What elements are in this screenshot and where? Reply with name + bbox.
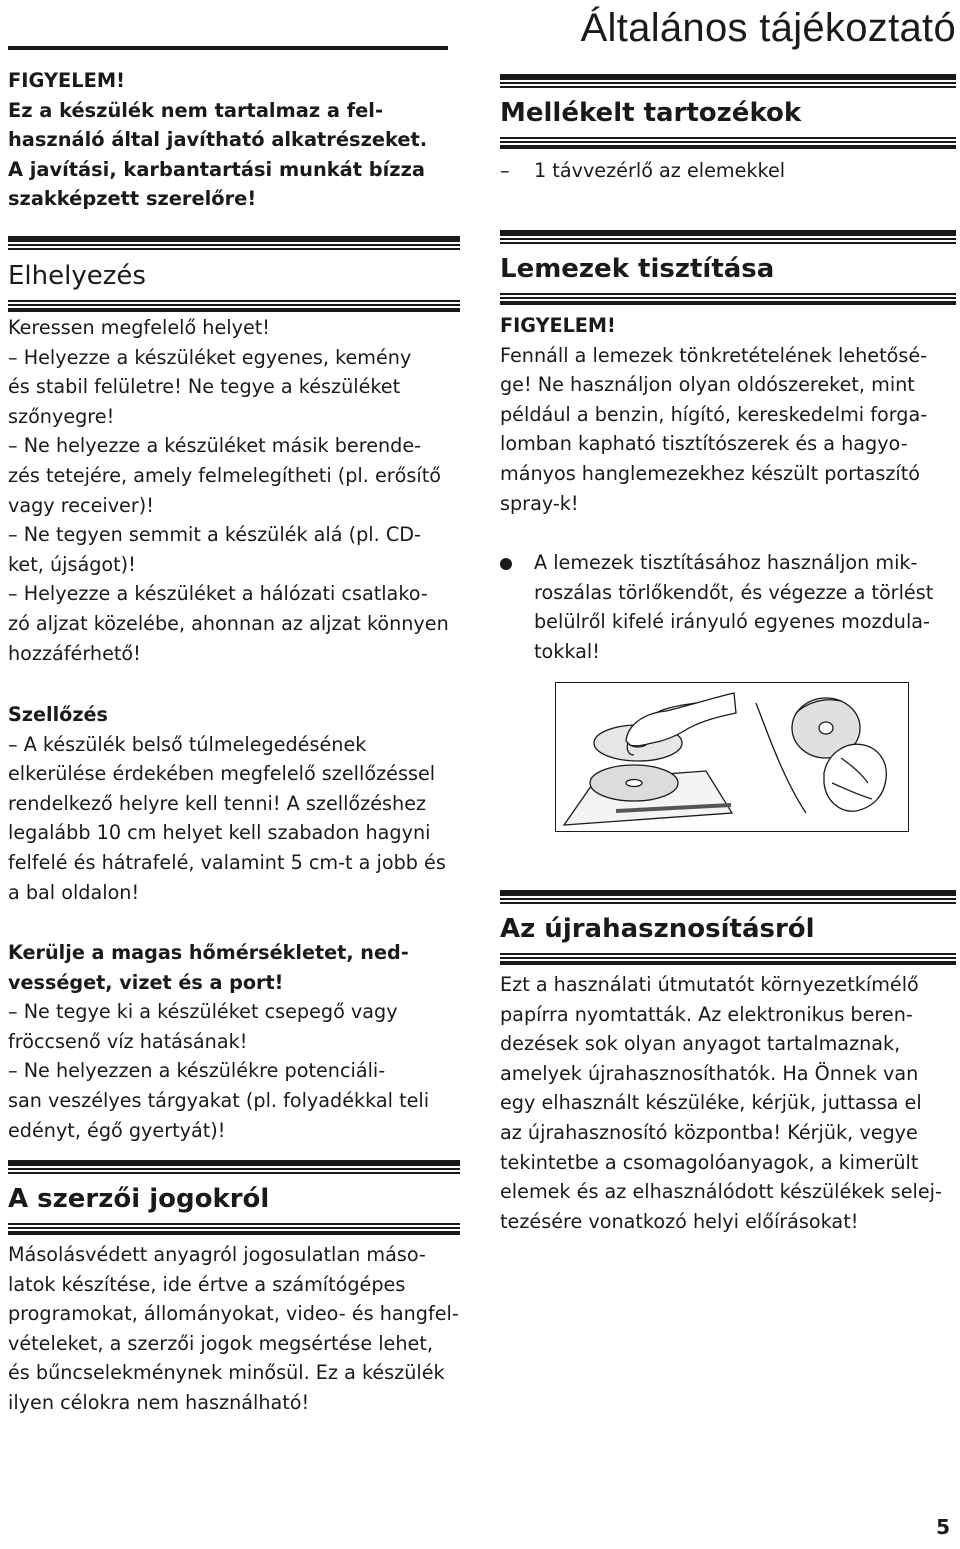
list-item-label: 1 távvezérlő az elemekkel [534, 159, 786, 182]
text-line: vagy receiver)! [8, 493, 154, 517]
text-line: Keressen megfelelő helyet! [8, 316, 270, 339]
header-rule-bottom [500, 953, 956, 965]
header-rule-bottom [500, 293, 956, 305]
header-rule-top [500, 890, 956, 906]
copyright-header [8, 1160, 460, 1235]
header-rule-top [500, 74, 956, 90]
text-line: – Ne tegye ki a készüléket csepegő vagy [8, 1000, 398, 1024]
text-line: és bűncselekménynek minősül. Ez a készülék [8, 1361, 445, 1385]
text-line: papírra nyomtatták. Az elektronikus beren- [500, 1002, 913, 1026]
bullet-text: A lemezek tisztításához használjon mik- [534, 551, 918, 574]
warning-line: használó által javítható alkatrészeket. [8, 128, 428, 152]
text-line: vételeket, a szerzői jogok megsértése lehet, [8, 1331, 433, 1355]
warning-block [8, 66, 458, 214]
text-line: rendelkező helyre kell tenni! A szellőzéshez [8, 791, 427, 815]
text-line: felfelé és hátrafelé, valamint 5 cm-t a jobb és [8, 850, 446, 874]
text-line: hozzáférhető! [8, 641, 141, 665]
bullet-line [500, 637, 956, 667]
title-rule [8, 46, 448, 50]
header-rule-top [500, 230, 956, 246]
avoid-section [8, 938, 460, 1145]
text-line: ilyen célokra nem használható! [8, 1390, 310, 1414]
text-line: például a benzin, hígító, kereskedelmi forga- [500, 402, 928, 426]
text-line: legalább 10 cm helyet kell szabadon hagyni [8, 821, 431, 845]
ventilation-section [8, 700, 460, 907]
text-line: mányos hanglemezekhez készült portaszító [500, 461, 920, 485]
bullet-text: belülről kifelé irányuló egyenes mozdula- [534, 610, 930, 634]
text-line: edényt, égő gyertyát)! [8, 1118, 226, 1142]
disc-cleaning-drawing [556, 683, 908, 831]
text-line: Fennáll a lemezek tönkretételének lehetősé- [500, 343, 928, 367]
text-line: programokat, állományokat, video- és hangfel- [8, 1302, 459, 1326]
warning-line: A javítási, karbantartási munkát bízza [8, 157, 425, 181]
bullet-text: roszálas törlőkendőt, és végezze a törlést [534, 580, 934, 604]
text-line: – A készülék belső túlmelegedésének [8, 732, 367, 756]
list-item [500, 156, 956, 186]
warning-line: szakképzett szerelőre! [8, 187, 257, 211]
accessories-list [500, 156, 956, 186]
accessories-title: Mellékelt tartozékok [500, 98, 802, 128]
header-rule-top [8, 236, 460, 252]
header-rule-bottom [8, 1223, 460, 1235]
bullet-icon [500, 558, 512, 570]
text-line: san veszélyes tárgyakat (pl. folyadékkal teli [8, 1088, 430, 1112]
copyright-text [8, 1240, 460, 1418]
cleaning-warning-label: FIGYELEM! [500, 314, 616, 337]
text-line: spray-k! [500, 491, 579, 515]
text-line: ket, újságot)! [8, 552, 136, 576]
recycling-header [500, 890, 956, 965]
recycling-text [500, 970, 956, 1236]
text-line: szőnyegre! [8, 404, 115, 428]
bullet-text: tokkal! [534, 639, 600, 663]
text-line: Másolásvédett anyagról jogosulatlan máso- [8, 1243, 426, 1266]
bullet-line [500, 607, 956, 637]
cleaning-header [500, 230, 956, 305]
placement-text [8, 313, 460, 668]
text-line: tekintetbe a csomagolóanyagok, a kimerült [500, 1150, 919, 1174]
text-line: tezésére vonatkozó helyi előírásokat! [500, 1209, 859, 1233]
warning-label: FIGYELEM! [8, 69, 125, 92]
cleaning-title: Lemezek tisztítása [500, 254, 775, 284]
placement-title: Elhelyezés [8, 261, 146, 291]
text-line: – Helyezze a készüléket a hálózati csatlako- [8, 582, 428, 606]
text-line: Ezt a használati útmutatót környezetkímélő [500, 973, 919, 996]
ventilation-title: Szellőzés [8, 703, 108, 726]
header-rule-bottom [500, 137, 956, 149]
text-line: – Ne helyezze a készüléket másik berende- [8, 434, 422, 458]
avoid-title: Kerülje a magas hőmérsékletet, ned- [8, 941, 409, 964]
text-line: egy elhasznált készüléke, kérjük, juttassa el [500, 1091, 922, 1115]
placement-header [8, 236, 460, 312]
text-line: és stabil felületre! Ne tegye a készüléket [8, 375, 401, 399]
text-line: – Ne tegyen semmit a készülék alá (pl. CD- [8, 523, 421, 547]
text-line: ge! Ne használjon olyan oldószereket, mint [500, 373, 915, 397]
recycling-title: Az újrahasznosításról [500, 914, 815, 944]
text-line: amelyek újrahasznosíthatók. Ha Önnek van [500, 1061, 919, 1085]
cleaning-bullet [500, 548, 956, 666]
bullet-line [500, 578, 956, 608]
text-line: latok készítése, ide értve a számítógépes [8, 1272, 406, 1296]
text-line: – Helyezze a készüléket egyenes, kemény [8, 345, 412, 369]
header-rule-bottom [8, 300, 460, 312]
accessories-header [500, 74, 956, 149]
page-title: Általános tájékoztató [580, 6, 956, 50]
text-line: lomban kapható tisztítószerek és a hagyo- [500, 432, 908, 456]
warning-line: Ez a készülék nem tartalmaz a fel- [8, 98, 383, 122]
text-line: zés tetejére, amely felmelegítheti (pl. erősítő [8, 463, 441, 487]
text-line: elkerülése érdekében megfelelő szellőzéssel [8, 762, 436, 786]
text-line: elemek és az elhasználódott készülékek selej- [500, 1180, 942, 1204]
copyright-title: A szerzői jogokról [8, 1184, 270, 1214]
text-line: fröccsenő víz hatásának! [8, 1029, 248, 1053]
text-line: – Ne helyezzen a készülékre potenciáli- [8, 1059, 386, 1083]
bullet-line [500, 548, 956, 578]
cleaning-warning [500, 311, 956, 518]
page-number: 5 [936, 1515, 950, 1539]
disc-cleaning-illustration [555, 682, 909, 832]
text-line: dezések sok olyan anyagot tartalmaznak, [500, 1032, 901, 1056]
header-rule-top [8, 1160, 460, 1176]
text-line: a bal oldalon! [8, 880, 140, 904]
text-line: zó aljzat közelébe, ahonnan az aljzat könnyen [8, 611, 449, 635]
avoid-title: vességet, vizet és a port! [8, 970, 284, 994]
text-line: az újrahasznosító központba! Kérjük, vegye [500, 1120, 918, 1144]
dash: – [500, 159, 510, 182]
